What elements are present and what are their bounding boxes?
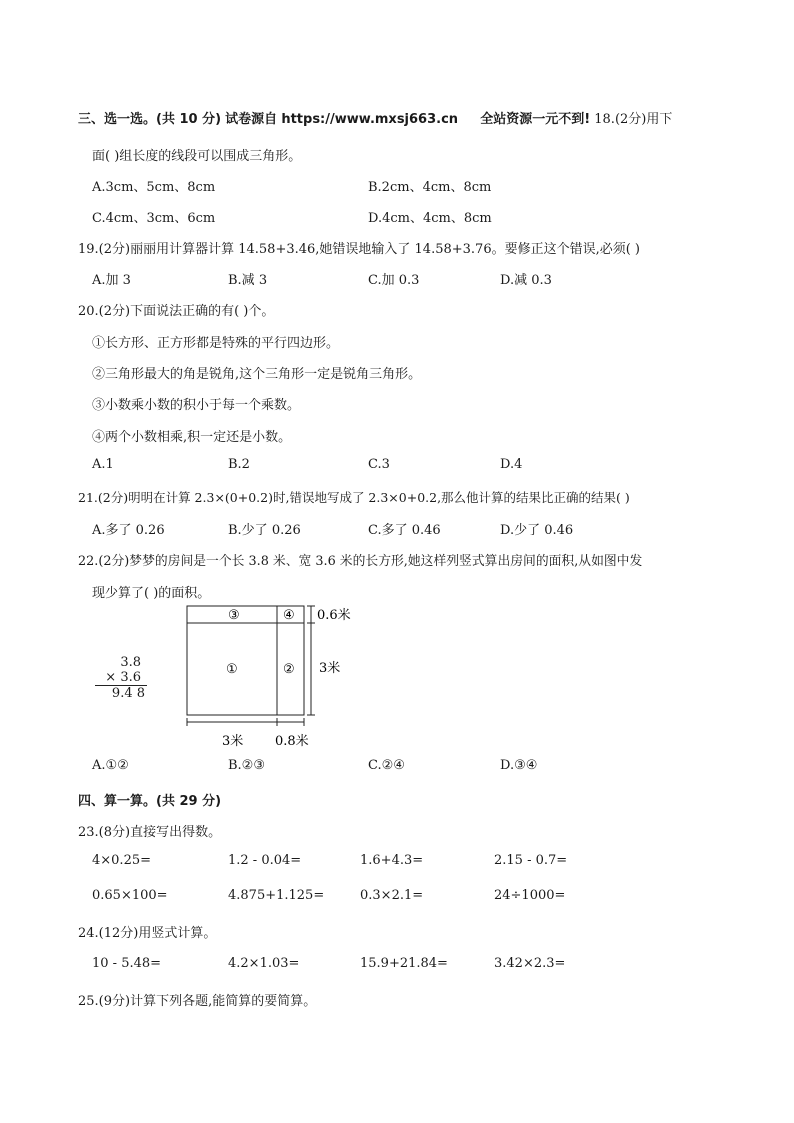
section3-heading: 三、选一选。(共 10 分) <box>78 112 222 127</box>
q18-text-line2: 面( )组长度的线段可以围成三角形。 <box>92 149 302 164</box>
q21-option-d[interactable]: D.少了 0.46 <box>500 523 574 538</box>
q24-item-4: 3.42×2.3= <box>494 956 566 971</box>
q24-text: 24.(12分)用竖式计算。 <box>78 926 217 941</box>
dim-top-height: 0.6米 <box>317 608 351 623</box>
q19-text: 19.(2分)丽丽用计算器计算 14.58+3.46,她错误地输入了 14.58+3.76。要修正这个错误,必须( ) <box>78 242 641 257</box>
q23-item-4: 2.15 - 0.7= <box>494 853 568 868</box>
q21-option-b[interactable]: B.少了 0.26 <box>228 523 301 538</box>
q19-option-b[interactable]: B.减 3 <box>228 273 268 288</box>
q20-statement-2: ②三角形最大的角是锐角,这个三角形一定是锐角三角形。 <box>92 367 422 382</box>
q20-statement-4: ④两个小数相乘,积一定还是小数。 <box>92 430 292 445</box>
q18-option-b[interactable]: B.2cm、4cm、8cm <box>368 180 492 195</box>
promo-text: 全站资源一元不到! <box>480 112 591 127</box>
q19-option-d[interactable]: D.减 0.3 <box>500 273 552 288</box>
vertical-calc-times: × 3.6 <box>95 670 147 686</box>
q21-option-a[interactable]: A.多了 0.26 <box>92 523 165 538</box>
q20-option-c[interactable]: C.3 <box>368 457 390 472</box>
q21-text: 21.(2分)明明在计算 2.3×(0+0.2)时,错误地写成了 2.3×0+0.2,那么他计算的结果比正确的结果( ) <box>78 490 630 505</box>
q18-option-a[interactable]: A.3cm、5cm、8cm <box>92 180 216 195</box>
region-2-label: ② <box>283 662 295 677</box>
q23-item-6: 4.875+1.125= <box>228 888 325 903</box>
q23-item-2: 1.2 - 0.04= <box>228 853 302 868</box>
q19-option-c[interactable]: C.加 0.3 <box>368 273 420 288</box>
q18-option-d[interactable]: D.4cm、4cm、8cm <box>368 211 492 226</box>
q24-item-1: 10 - 5.48= <box>92 956 162 971</box>
q20-statement-1: ①长方形、正方形都是特殊的平行四边形。 <box>92 336 340 351</box>
q22-text-line2: 现少算了( )的面积。 <box>92 586 211 601</box>
section3-header-line <box>78 108 672 127</box>
vertical-calc-top: 3.8 <box>120 655 141 670</box>
dim-bottom-left: 3米 <box>222 734 244 749</box>
q20-option-d[interactable]: D.4 <box>500 457 523 472</box>
q20-statement-3: ③小数乘小数的积小于每一个乘数。 <box>92 398 301 413</box>
q22-text: 22.(2分)梦梦的房间是一个长 3.8 米、宽 3.6 米的长方形,她这样列竖式算出房间的面积,从如图中发 <box>78 554 643 569</box>
q20-option-b[interactable]: B.2 <box>228 457 250 472</box>
q23-item-8: 24÷1000= <box>494 888 566 903</box>
q24-item-2: 4.2×1.03= <box>228 956 300 971</box>
q23-item-5: 0.65×100= <box>92 888 168 903</box>
vertical-calc <box>95 655 147 701</box>
q19-option-a[interactable]: A.加 3 <box>92 273 131 288</box>
q22-option-b[interactable]: B.②③ <box>228 758 265 773</box>
q22-option-d[interactable]: D.③④ <box>500 758 538 773</box>
q23-item-1: 4×0.25= <box>92 853 152 868</box>
dim-right-height: 3米 <box>319 661 341 676</box>
q20-text: 20.(2分)下面说法正确的有( )个。 <box>78 304 275 319</box>
q23-item-7: 0.3×2.1= <box>360 888 424 903</box>
region-3-label: ③ <box>228 608 240 623</box>
q25-text: 25.(9分)计算下列各题,能简算的要简算。 <box>78 994 317 1009</box>
q18-prefix: 18.(2分)用下 <box>594 112 673 127</box>
vertical-calc-result: 9.4 8 <box>111 686 145 701</box>
region-1-label: ① <box>226 662 238 677</box>
region-4-label: ④ <box>283 608 295 623</box>
room-area-diagram <box>180 602 360 752</box>
q23-text: 23.(8分)直接写出得数。 <box>78 825 222 840</box>
q20-option-a[interactable]: A.1 <box>92 457 114 472</box>
q18-option-c[interactable]: C.4cm、3cm、6cm <box>92 211 216 226</box>
source-url[interactable]: https://www.mxsj663.cn <box>281 112 459 127</box>
q24-item-3: 15.9+21.84= <box>360 956 448 971</box>
section4-heading: 四、算一算。(共 29 分) <box>78 794 222 809</box>
q22-option-a[interactable]: A.①② <box>92 758 129 773</box>
q23-item-3: 1.6+4.3= <box>360 853 424 868</box>
dim-bottom-right: 0.8米 <box>275 734 309 749</box>
source-label: 试卷源自 <box>225 112 278 127</box>
q21-option-c[interactable]: C.多了 0.46 <box>368 523 441 538</box>
q22-option-c[interactable]: C.②④ <box>368 758 405 773</box>
